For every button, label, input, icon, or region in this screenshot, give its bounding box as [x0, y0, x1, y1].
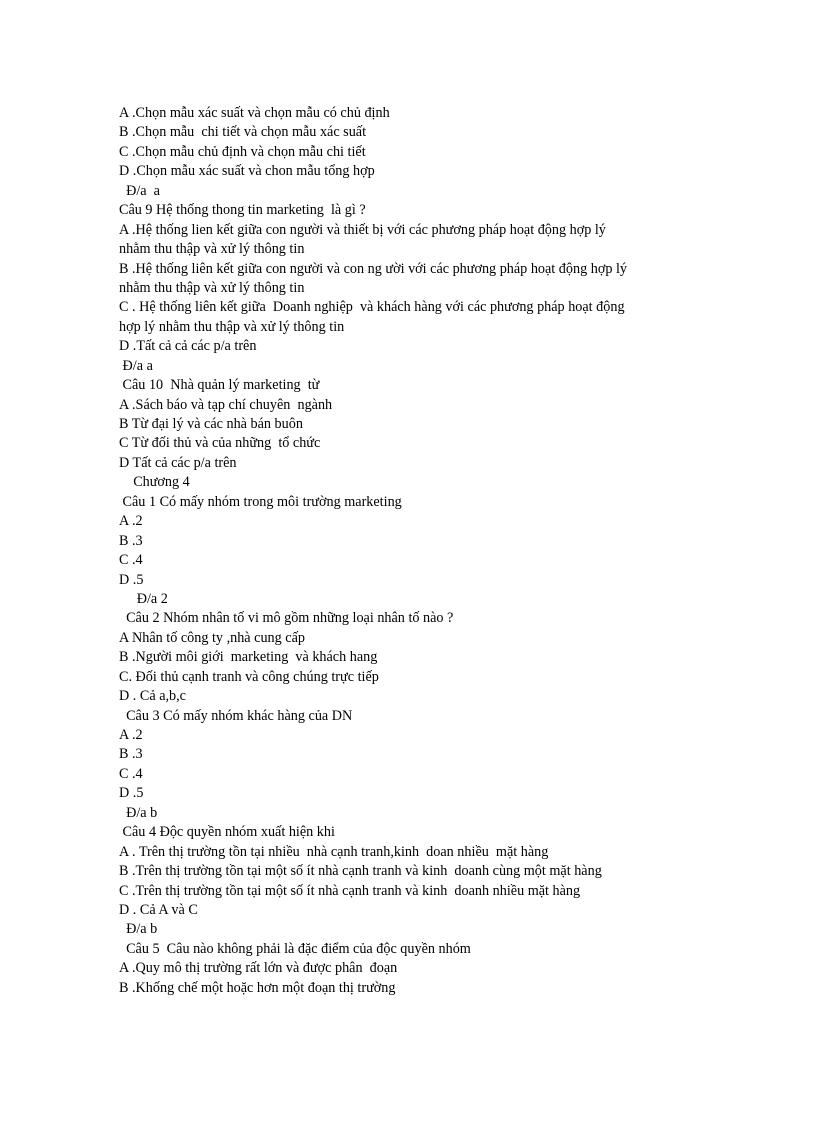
text-line: Đ/a a	[119, 182, 160, 199]
text-line: B .Khống chế một hoặc hơn một đoạn thị trường	[119, 979, 396, 996]
text-line: C .Trên thị trường tồn tại một số ít nhà cạnh tranh và kinh doanh nhiều mặt hàng	[119, 882, 581, 899]
text-line: C. Đối thủ cạnh tranh và công chúng trực tiếp	[119, 668, 379, 685]
text-line: D . Cả A và C	[119, 901, 198, 918]
text-line: hợp lý nhằm thu thập và xử lý thông tin	[119, 318, 345, 335]
text-line: D Tất cả các p/a trên	[119, 454, 237, 471]
text-line: Câu 4 Độc quyền nhóm xuất hiện khi	[119, 824, 335, 841]
text-line: B .3	[119, 746, 143, 763]
text-line: C .4	[119, 552, 143, 569]
text-line: D .5	[119, 571, 144, 588]
text-line: A .2	[119, 513, 143, 530]
text-line: A .2	[119, 727, 143, 743]
text-line: A .Chọn mẫu xác suất và chọn mẫu có chủ định	[119, 105, 390, 121]
text-line: D .Tất cả cả các p/a trên	[119, 338, 257, 355]
text-line: Câu 3 Có mấy nhóm khác hàng của DN	[119, 707, 353, 724]
text-line: Câu 2 Nhóm nhân tố vi mô gồm những loại nhân tố nào ?	[119, 610, 454, 627]
text-line: C .4	[119, 765, 143, 782]
text-line: A . Trên thị trường tồn tại nhiều nhà cạnh tranh,kinh doan nhiều mặt hàng	[119, 843, 549, 860]
text-line: C Từ đối thủ và của những tổ chức	[119, 435, 321, 452]
text-line: B .Hệ thống liên kết giữa con người và con ng ười với các phương pháp hoạt động hợp lý	[119, 260, 627, 277]
text-line: A .Hệ thống lien kết giữa con người và thiết bị với các phương pháp hoạt động hợp lý	[119, 221, 606, 238]
text-line: B .Trên thị trường tồn tại một số ít nhà cạnh tranh và kinh doanh cùng một mặt hàng	[119, 863, 602, 880]
text-line: nhằm thu thập và xử lý thông tin	[119, 241, 305, 258]
text-line: C . Hệ thống liên kết giữa Doanh nghiệp và khách hàng với các phương pháp hoạt động	[119, 299, 625, 316]
text-line: D .Chọn mẫu xác suất và chon mẫu tổng hợp	[119, 163, 375, 180]
text-line: B .Người môi giới marketing và khách hang	[119, 649, 378, 666]
text-line: C .Chọn mẫu chủ định và chọn mẫu chi tiết	[119, 143, 366, 160]
text-line: D .5	[119, 785, 144, 802]
text-line: Câu 1 Có mấy nhóm trong môi trường marketing	[119, 493, 402, 510]
text-line: nhằm thu thập và xử lý thông tin	[119, 279, 305, 296]
text-line: Chương 4	[119, 474, 190, 491]
text-line: B Từ đại lý và các nhà bán buôn	[119, 416, 303, 432]
text-line: B .3	[119, 532, 143, 549]
text-line: Câu 5 Câu nào không phải là đặc điểm của độc quyền nhóm	[119, 940, 471, 957]
text-line: Câu 9 Hệ thống thong tin marketing là gì ?	[119, 202, 366, 219]
text-line: Câu 10 Nhà quản lý marketing từ	[119, 377, 320, 394]
document-page	[119, 104, 739, 998]
text-line: Đ/a a	[119, 357, 153, 374]
text-line: B .Chọn mẫu chi tiết và chọn mẫu xác suất	[119, 124, 367, 141]
text-line: Đ/a b	[119, 804, 158, 821]
text-line: D . Cả a,b,c	[119, 688, 186, 705]
text-line: A Nhân tố công ty ,nhà cung cấp	[119, 629, 305, 646]
text-line: A .Quy mô thị trường rất lớn và được phân đoạn	[119, 960, 398, 977]
text-line: Đ/a 2	[119, 590, 168, 607]
text-line: A .Sách báo và tạp chí chuyên ngành	[119, 396, 333, 413]
text-line: Đ/a b	[119, 921, 158, 938]
